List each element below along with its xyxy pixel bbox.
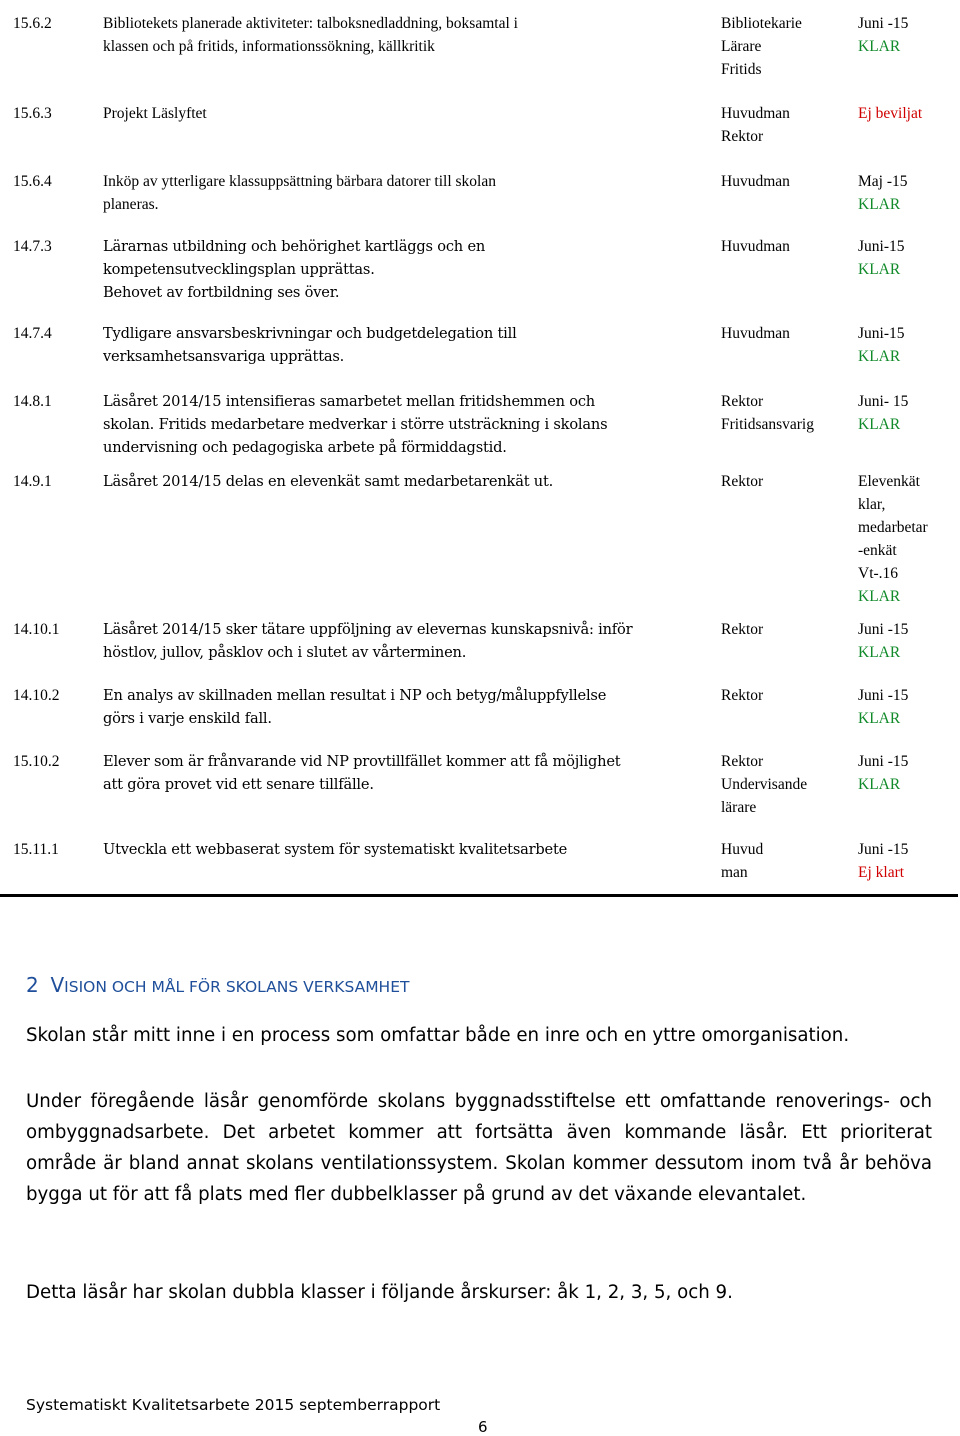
status-line: -enkät <box>858 542 897 559</box>
status-line: Juni -15 <box>858 687 909 704</box>
row-description <box>103 684 715 730</box>
responsible-line: Huvudman <box>721 173 790 190</box>
description-line: verksamhetsansvariga upprättas. <box>103 348 345 365</box>
status-line: KLAR <box>858 710 901 727</box>
description-line: Läsåret 2014/15 intensifieras samarbetet mellan fritidshemmen och <box>103 393 595 410</box>
responsible-line: Huvudman <box>721 238 790 255</box>
row-status <box>858 12 958 58</box>
row-description <box>103 618 715 664</box>
status-line: Juni- 15 <box>858 393 909 410</box>
description-line: Lärarnas utbildning och behörighet kartläggs och en <box>103 238 486 255</box>
status-line: Juni-15 <box>858 238 905 255</box>
row-number: 15.6.2 <box>13 15 52 32</box>
description-line: Utveckla ett webbaserat system för systematiskt kvalitetsarbete <box>103 841 568 858</box>
status-line: Juni -15 <box>858 753 909 770</box>
description-line: Elever som är frånvarande vid NP provtillfället kommer att få möjlighet <box>103 753 621 770</box>
row-responsible <box>721 170 851 193</box>
status-line: KLAR <box>858 261 901 278</box>
description-line: Läsåret 2014/15 sker tätare uppföljning av elevernas kunskapsnivå: inför <box>103 621 633 638</box>
row-status <box>858 102 958 125</box>
row-number: 15.10.2 <box>13 753 60 770</box>
row-responsible <box>721 322 851 345</box>
status-line: Vt-.16 <box>858 565 899 582</box>
status-line: Ej klart <box>858 864 905 881</box>
responsible-line: Bibliotekarie <box>721 15 802 32</box>
paragraph-1: Skolan står mitt inne i en process som omfattar både en inre och en yttre omorganisation. <box>26 1025 850 1046</box>
row-number: 15.6.3 <box>13 105 52 122</box>
row-status <box>858 750 958 796</box>
status-line: Juni -15 <box>858 841 909 858</box>
status-line: Juni-15 <box>858 325 905 342</box>
description-line: höstlov, jullov, påsklov och i slutet av vårterminen. <box>103 644 467 661</box>
row-number: 15.11.1 <box>13 841 59 858</box>
row-status <box>858 390 958 436</box>
description-line: att göra provet vid ett senare tillfälle. <box>103 776 374 793</box>
footer-text: Systematiskt Kvalitetsarbete 2015 septemberrapport <box>26 1396 441 1414</box>
responsible-line: Huvud <box>721 841 764 858</box>
description-line: En analys av skillnaden mellan resultat i NP och betyg/måluppfyllelse <box>103 687 607 704</box>
status-line: KLAR <box>858 196 901 213</box>
row-responsible <box>721 684 851 707</box>
responsible-line: Rektor <box>721 753 764 770</box>
status-line: KLAR <box>858 776 901 793</box>
row-description <box>103 838 715 861</box>
status-line: medarbetar <box>858 519 928 536</box>
status-line: KLAR <box>858 416 901 433</box>
row-description <box>103 235 715 304</box>
row-description <box>103 750 715 796</box>
description-line: undervisning och pedagogiska arbete på förmiddagstid. <box>103 439 507 456</box>
responsible-line: Undervisande <box>721 776 808 793</box>
description-line: Tydligare ansvarsbeskrivningar och budgetdelegation till <box>103 325 517 342</box>
heading-first-letter: V <box>50 973 65 997</box>
row-number: 15.6.4 <box>13 173 52 190</box>
description-line: görs i varje enskild fall. <box>103 710 272 727</box>
description-line: Läsåret 2014/15 delas en elevenkät samt medarbetarenkät ut. <box>103 473 554 490</box>
status-line: KLAR <box>858 644 901 661</box>
heading-number: 2 <box>26 973 39 997</box>
description-line: skolan. Fritids medarbetare medverkar i större utsträckning i skolans <box>103 416 608 433</box>
description-line: Behovet av fortbildning ses över. <box>103 284 340 301</box>
responsible-line: Rektor <box>721 128 764 145</box>
status-line: Juni -15 <box>858 621 909 638</box>
row-responsible <box>721 470 851 493</box>
status-line: Ej beviljat <box>858 105 923 122</box>
status-line: KLAR <box>858 348 901 365</box>
row-responsible <box>721 12 851 81</box>
description-line: planeras. <box>103 196 159 213</box>
responsible-line: Rektor <box>721 687 764 704</box>
responsible-line: Fritidsansvarig <box>721 416 814 433</box>
responsible-line: man <box>721 864 748 881</box>
responsible-line: Rektor <box>721 473 764 490</box>
row-description <box>103 322 715 368</box>
responsible-line: Lärare <box>721 38 762 55</box>
responsible-line: Huvudman <box>721 325 790 342</box>
description-line: klassen och på fritids, informationssökning, källkritik <box>103 38 435 55</box>
description-line: kompetensutvecklingsplan upprättas. <box>103 261 375 278</box>
paragraph-2: Under föregående läsår genomförde skolans byggnadsstiftelse ett omfattande renoverings- och ombyggnadsarbete. Det arbetet kommer att fortsätta även kommande läsår. Ett prioriterat område är bland annat skolans ventilationssystem. Skolan kommer dessutom inom två år behöva bygga ut för att få plats med fler dubbelklasser på grund av det växande elevantalet. <box>26 1091 932 1205</box>
row-number: 14.7.3 <box>13 238 52 255</box>
description-line: Projekt Läslyftet <box>103 105 207 122</box>
row-number: 14.8.1 <box>13 393 52 410</box>
status-line: Elevenkät <box>858 473 920 490</box>
status-line: Juni -15 <box>858 15 909 32</box>
responsible-line: lärare <box>721 799 757 816</box>
row-number: 14.9.1 <box>13 473 52 490</box>
row-status <box>858 838 958 884</box>
row-description <box>103 470 715 493</box>
paragraph-3: Detta läsår har skolan dubbla klasser i följande årskurser: åk 1, 2, 3, 5, och 9. <box>26 1282 733 1303</box>
status-line: KLAR <box>858 38 901 55</box>
row-status <box>858 170 958 216</box>
row-description <box>103 170 715 216</box>
responsible-line: Rektor <box>721 621 764 638</box>
row-responsible <box>721 390 851 436</box>
status-line: KLAR <box>858 588 901 605</box>
status-line: klar, <box>858 496 886 513</box>
row-number: 14.10.2 <box>13 687 60 704</box>
status-line: Maj -15 <box>858 173 908 190</box>
page-number: 6 <box>478 1418 488 1436</box>
row-status <box>858 618 958 664</box>
row-description <box>103 12 715 58</box>
row-responsible <box>721 235 851 258</box>
row-responsible <box>721 102 851 148</box>
description-line: Bibliotekets planerade aktiviteter: talboksnedladdning, boksamtal i <box>103 15 518 32</box>
row-responsible <box>721 618 851 641</box>
heading-rest: ISION OCH MÅL FÖR SKOLANS VERKSAMHET <box>64 978 410 996</box>
row-status <box>858 235 958 281</box>
row-status <box>858 322 958 368</box>
responsible-line: Rektor <box>721 393 764 410</box>
row-responsible <box>721 750 851 819</box>
row-status <box>858 684 958 730</box>
row-number: 14.7.4 <box>13 325 52 342</box>
description-line: Inköp av ytterligare klassuppsättning bärbara datorer till skolan <box>103 173 496 190</box>
row-description <box>103 390 715 459</box>
responsible-line: Fritids <box>721 61 762 78</box>
row-number: 14.10.1 <box>13 621 60 638</box>
section-heading <box>26 972 409 1000</box>
row-status <box>858 470 958 608</box>
row-responsible <box>721 838 851 884</box>
row-description <box>103 102 715 125</box>
responsible-line: Huvudman <box>721 105 790 122</box>
